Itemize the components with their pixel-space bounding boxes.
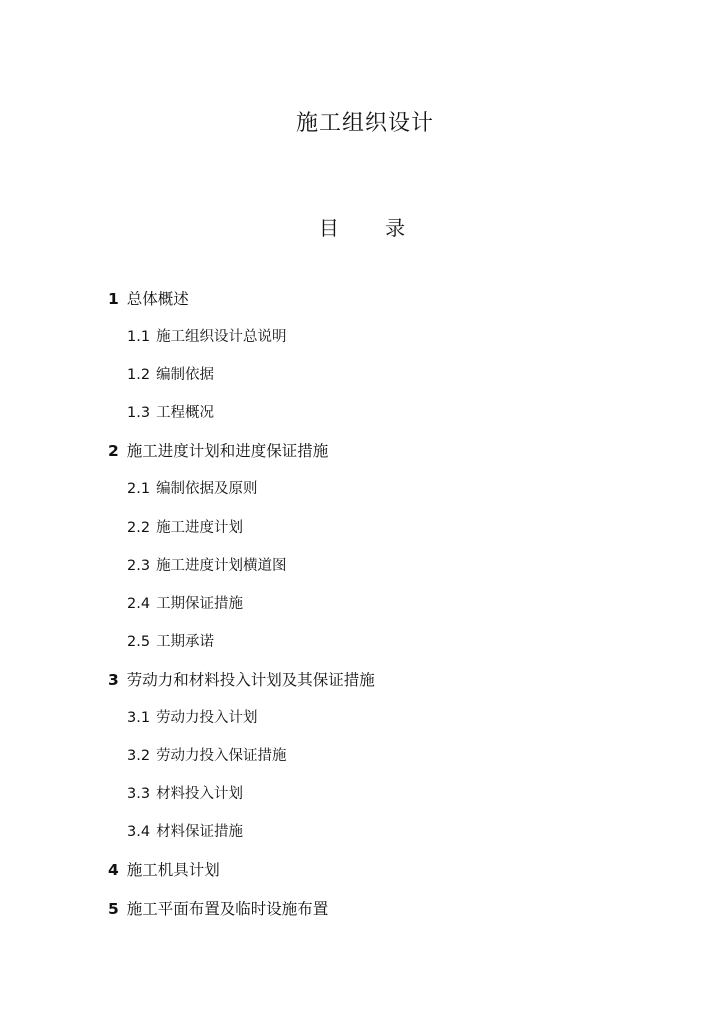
toc-entry-text: 材料保证措施 xyxy=(156,824,244,841)
toc-entry[interactable] xyxy=(0,820,724,858)
toc-entry-text: 劳动力和材料投入计划及其保证措施 xyxy=(126,670,375,689)
toc-entry-number: 3.1 xyxy=(127,710,151,727)
toc-entry[interactable] xyxy=(0,706,724,744)
page-title xyxy=(0,106,724,137)
toc-entry-number: 2 xyxy=(108,442,119,461)
toc-entry-number: 2.4 xyxy=(127,595,151,612)
toc-entry[interactable] xyxy=(0,477,724,515)
toc-entry-number: 2.3 xyxy=(127,557,151,574)
toc-entry-number: 4 xyxy=(108,861,119,880)
toc-entry-number: 2.1 xyxy=(127,481,151,498)
toc-entry-number: 2.2 xyxy=(127,519,151,536)
toc-entry[interactable] xyxy=(0,554,724,592)
toc-entry-text: 工期保证措施 xyxy=(156,595,244,612)
toc-entry-text: 施工平面布置及临时设施布置 xyxy=(126,899,329,918)
toc-entry-text: 施工组织设计总说明 xyxy=(156,329,287,346)
toc-entry-number: 1 xyxy=(108,290,119,308)
toc-entry-text: 施工进度计划 xyxy=(156,519,244,536)
toc-entry-text: 施工进度计划横道图 xyxy=(156,557,287,574)
toc-entry[interactable] xyxy=(0,516,724,554)
toc-entry[interactable] xyxy=(0,287,724,325)
toc-entry-number: 3 xyxy=(108,670,119,689)
toc-entry[interactable] xyxy=(0,744,724,782)
toc-entry[interactable] xyxy=(0,897,724,935)
toc-entry-text: 施工机具计划 xyxy=(126,861,220,880)
toc-entry-number: 1.2 xyxy=(127,367,151,384)
toc-entry-text: 工程概况 xyxy=(156,405,215,422)
toc-entry-text: 劳动力投入计划 xyxy=(156,710,258,727)
toc-entry[interactable] xyxy=(0,439,724,477)
toc-entry[interactable] xyxy=(0,858,724,896)
toc-heading: 目 录 xyxy=(318,216,426,240)
toc-entry-number: 1.1 xyxy=(127,329,151,346)
toc-entry[interactable] xyxy=(0,592,724,630)
toc-entry[interactable] xyxy=(0,630,724,668)
toc-entry-number: 3.3 xyxy=(127,786,151,803)
page-title-text: 施工组织设计 xyxy=(295,111,434,136)
toc-entry[interactable] xyxy=(0,668,724,706)
toc-entry-text: 编制依据 xyxy=(156,367,215,384)
toc-entry-number: 5 xyxy=(108,899,119,918)
toc-entry-number: 1.3 xyxy=(127,405,151,422)
toc-entry-number: 3.4 xyxy=(127,824,151,841)
table-of-contents xyxy=(0,287,724,935)
toc-entry-text: 工期承诺 xyxy=(156,633,215,650)
toc-entry-text: 施工进度计划和进度保证措施 xyxy=(126,442,329,461)
toc-entry[interactable] xyxy=(0,401,724,439)
toc-entry[interactable] xyxy=(0,325,724,363)
toc-entry-text: 总体概述 xyxy=(126,290,189,308)
toc-entry-text: 劳动力投入保证措施 xyxy=(156,748,287,765)
toc-entry-text: 材料投入计划 xyxy=(156,786,244,803)
toc-entry[interactable] xyxy=(0,363,724,401)
toc-entry-number: 3.2 xyxy=(127,748,151,765)
toc-entry-number: 2.5 xyxy=(127,633,151,650)
toc-entry[interactable] xyxy=(0,782,724,820)
toc-entry-text: 编制依据及原则 xyxy=(156,481,258,498)
